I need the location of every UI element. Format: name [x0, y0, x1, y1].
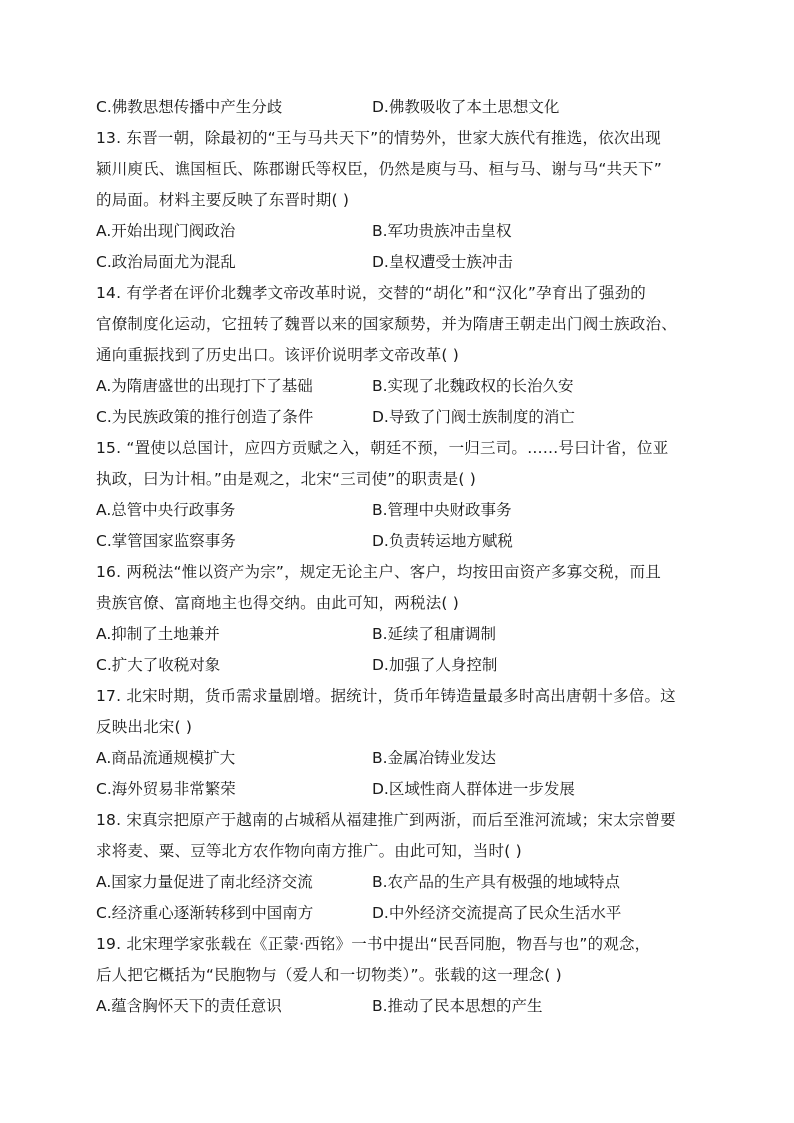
option-b: B.实现了北魏政权的长治久安 [372, 377, 574, 395]
question-18 [96, 805, 696, 929]
option-d: D.区域性商人群体进一步发展 [372, 780, 575, 798]
option-a: A.为隋唐盛世的出现打下了基础 [96, 377, 313, 395]
option-a: A.总管中央行政事务 [96, 501, 236, 519]
question-stem-line: 19. 北宋理学家张载在《正蒙·西铭》一书中提出“民吾同胞，物吾与也”的观念， [96, 935, 651, 953]
question-14 [96, 278, 696, 433]
question-stem-line: 颍川庾氏、谯国桓氏、陈郡谢氏等权臣，仍然是庾与马、桓与马、谢与马“共天下” [96, 160, 662, 178]
option-c: C.为民族政策的推行创造了条件 [96, 408, 314, 426]
option-row [96, 371, 696, 402]
option-b: B.管理中央财政事务 [372, 501, 512, 519]
question-stem-line: 15. “置使以总国计，应四方贡赋之入，朝廷不预，一归三司。……号曰计省，位亚 [96, 439, 669, 457]
question-stem-line: 13. 东晋一朝，除最初的“王与马共天下”的情势外，世家大族代有推选，依次出现 [96, 129, 661, 147]
question-stem-line: 16. 两税法“惟以资产为宗”，规定无论主户、客户，均按田亩资产多寡交税，而且 [96, 563, 661, 581]
option-a: A.抑制了土地兼并 [96, 625, 220, 643]
option-d: D.皇权遭受士族冲击 [372, 253, 513, 271]
option-row [96, 526, 696, 557]
question-stem-line: 18. 宋真宗把原产于越南的占城稻从福建推广到两浙，而后至淮河流域；宋太宗曾要 [96, 811, 676, 829]
option-c: C.掌管国家监察事务 [96, 532, 236, 550]
option-c: C.经济重心逐渐转移到中国南方 [96, 904, 314, 922]
option-row [96, 743, 696, 774]
option-d: D.加强了人身控制 [372, 656, 498, 674]
option-d: D.中外经济交流提高了民众生活水平 [372, 904, 622, 922]
question-19 [96, 929, 696, 1022]
option-a: A.开始出现门阀政治 [96, 222, 236, 240]
question-15 [96, 433, 696, 557]
option-row [96, 898, 696, 929]
question-stem-line: 后人把它概括为“民胞物与（爱人和一切物类）”。张载的这一理念( ) [96, 966, 562, 984]
option-row [96, 402, 696, 433]
option-d: D.佛教吸收了本土思想文化 [372, 98, 560, 116]
option-row [96, 495, 696, 526]
option-row [96, 774, 696, 805]
question-stem-line: 的局面。材料主要反映了东晋时期( ) [96, 191, 350, 209]
option-d: D.导致了门阀士族制度的消亡 [372, 408, 575, 426]
option-c: C.政治局面尤为混乱 [96, 253, 236, 271]
option-b: B.推动了民本思想的产生 [372, 997, 543, 1015]
question-stem-line: 通向重振找到了历史出口。该评价说明孝文帝改革( ) [96, 346, 460, 364]
question-stem-line: 求将麦、粟、豆等北方农作物向南方推广。由此可知，当时( ) [96, 842, 522, 860]
option-b: B.金属冶铸业发达 [372, 749, 497, 767]
option-row [96, 216, 696, 247]
option-row [96, 650, 696, 681]
option-b: B.延续了租庸调制 [372, 625, 497, 643]
question-stem-line: 官僚制度化运动，它扭转了魏晋以来的国家颓势，并为隋唐王朝走出门阀士族政治、 [96, 315, 677, 333]
option-row [96, 867, 696, 898]
option-c: C.海外贸易非常繁荣 [96, 780, 236, 798]
question-17 [96, 681, 696, 805]
option-d: D.负责转运地方赋税 [372, 532, 513, 550]
option-a: A.国家力量促进了南北经济交流 [96, 873, 313, 891]
question-13 [96, 123, 696, 278]
question-stem-line: 17. 北宋时期，货币需求量剧增。据统计，货币年铸造量最多时高出唐朝十多倍。这 [96, 687, 676, 705]
option-b: B.农产品的生产具有极强的地域特点 [372, 873, 621, 891]
option-row [96, 619, 696, 650]
option-row [96, 991, 696, 1022]
option-b: B.军功贵族冲击皇权 [372, 222, 512, 240]
question-stem-line: 14. 有学者在评价北魏孝文帝改革时说，交替的“胡化”和“汉化”孕育出了强劲的 [96, 284, 646, 302]
option-row [96, 92, 696, 123]
question-stem-line: 执政，曰为计相。”由是观之，北宋“三司使”的职责是( ) [96, 470, 476, 488]
option-a: A.商品流通规模扩大 [96, 749, 236, 767]
question-stem-line: 反映出北宋( ) [96, 718, 193, 736]
exam-page [96, 92, 696, 1022]
option-row [96, 247, 696, 278]
option-c: C.佛教思想传播中产生分歧 [96, 98, 283, 116]
option-c: C.扩大了收税对象 [96, 656, 221, 674]
option-a: A.蕴含胸怀天下的责任意识 [96, 997, 282, 1015]
question-stem-line: 贵族官僚、富商地主也得交纳。由此可知，两税法( ) [96, 594, 460, 612]
question-16 [96, 557, 696, 681]
